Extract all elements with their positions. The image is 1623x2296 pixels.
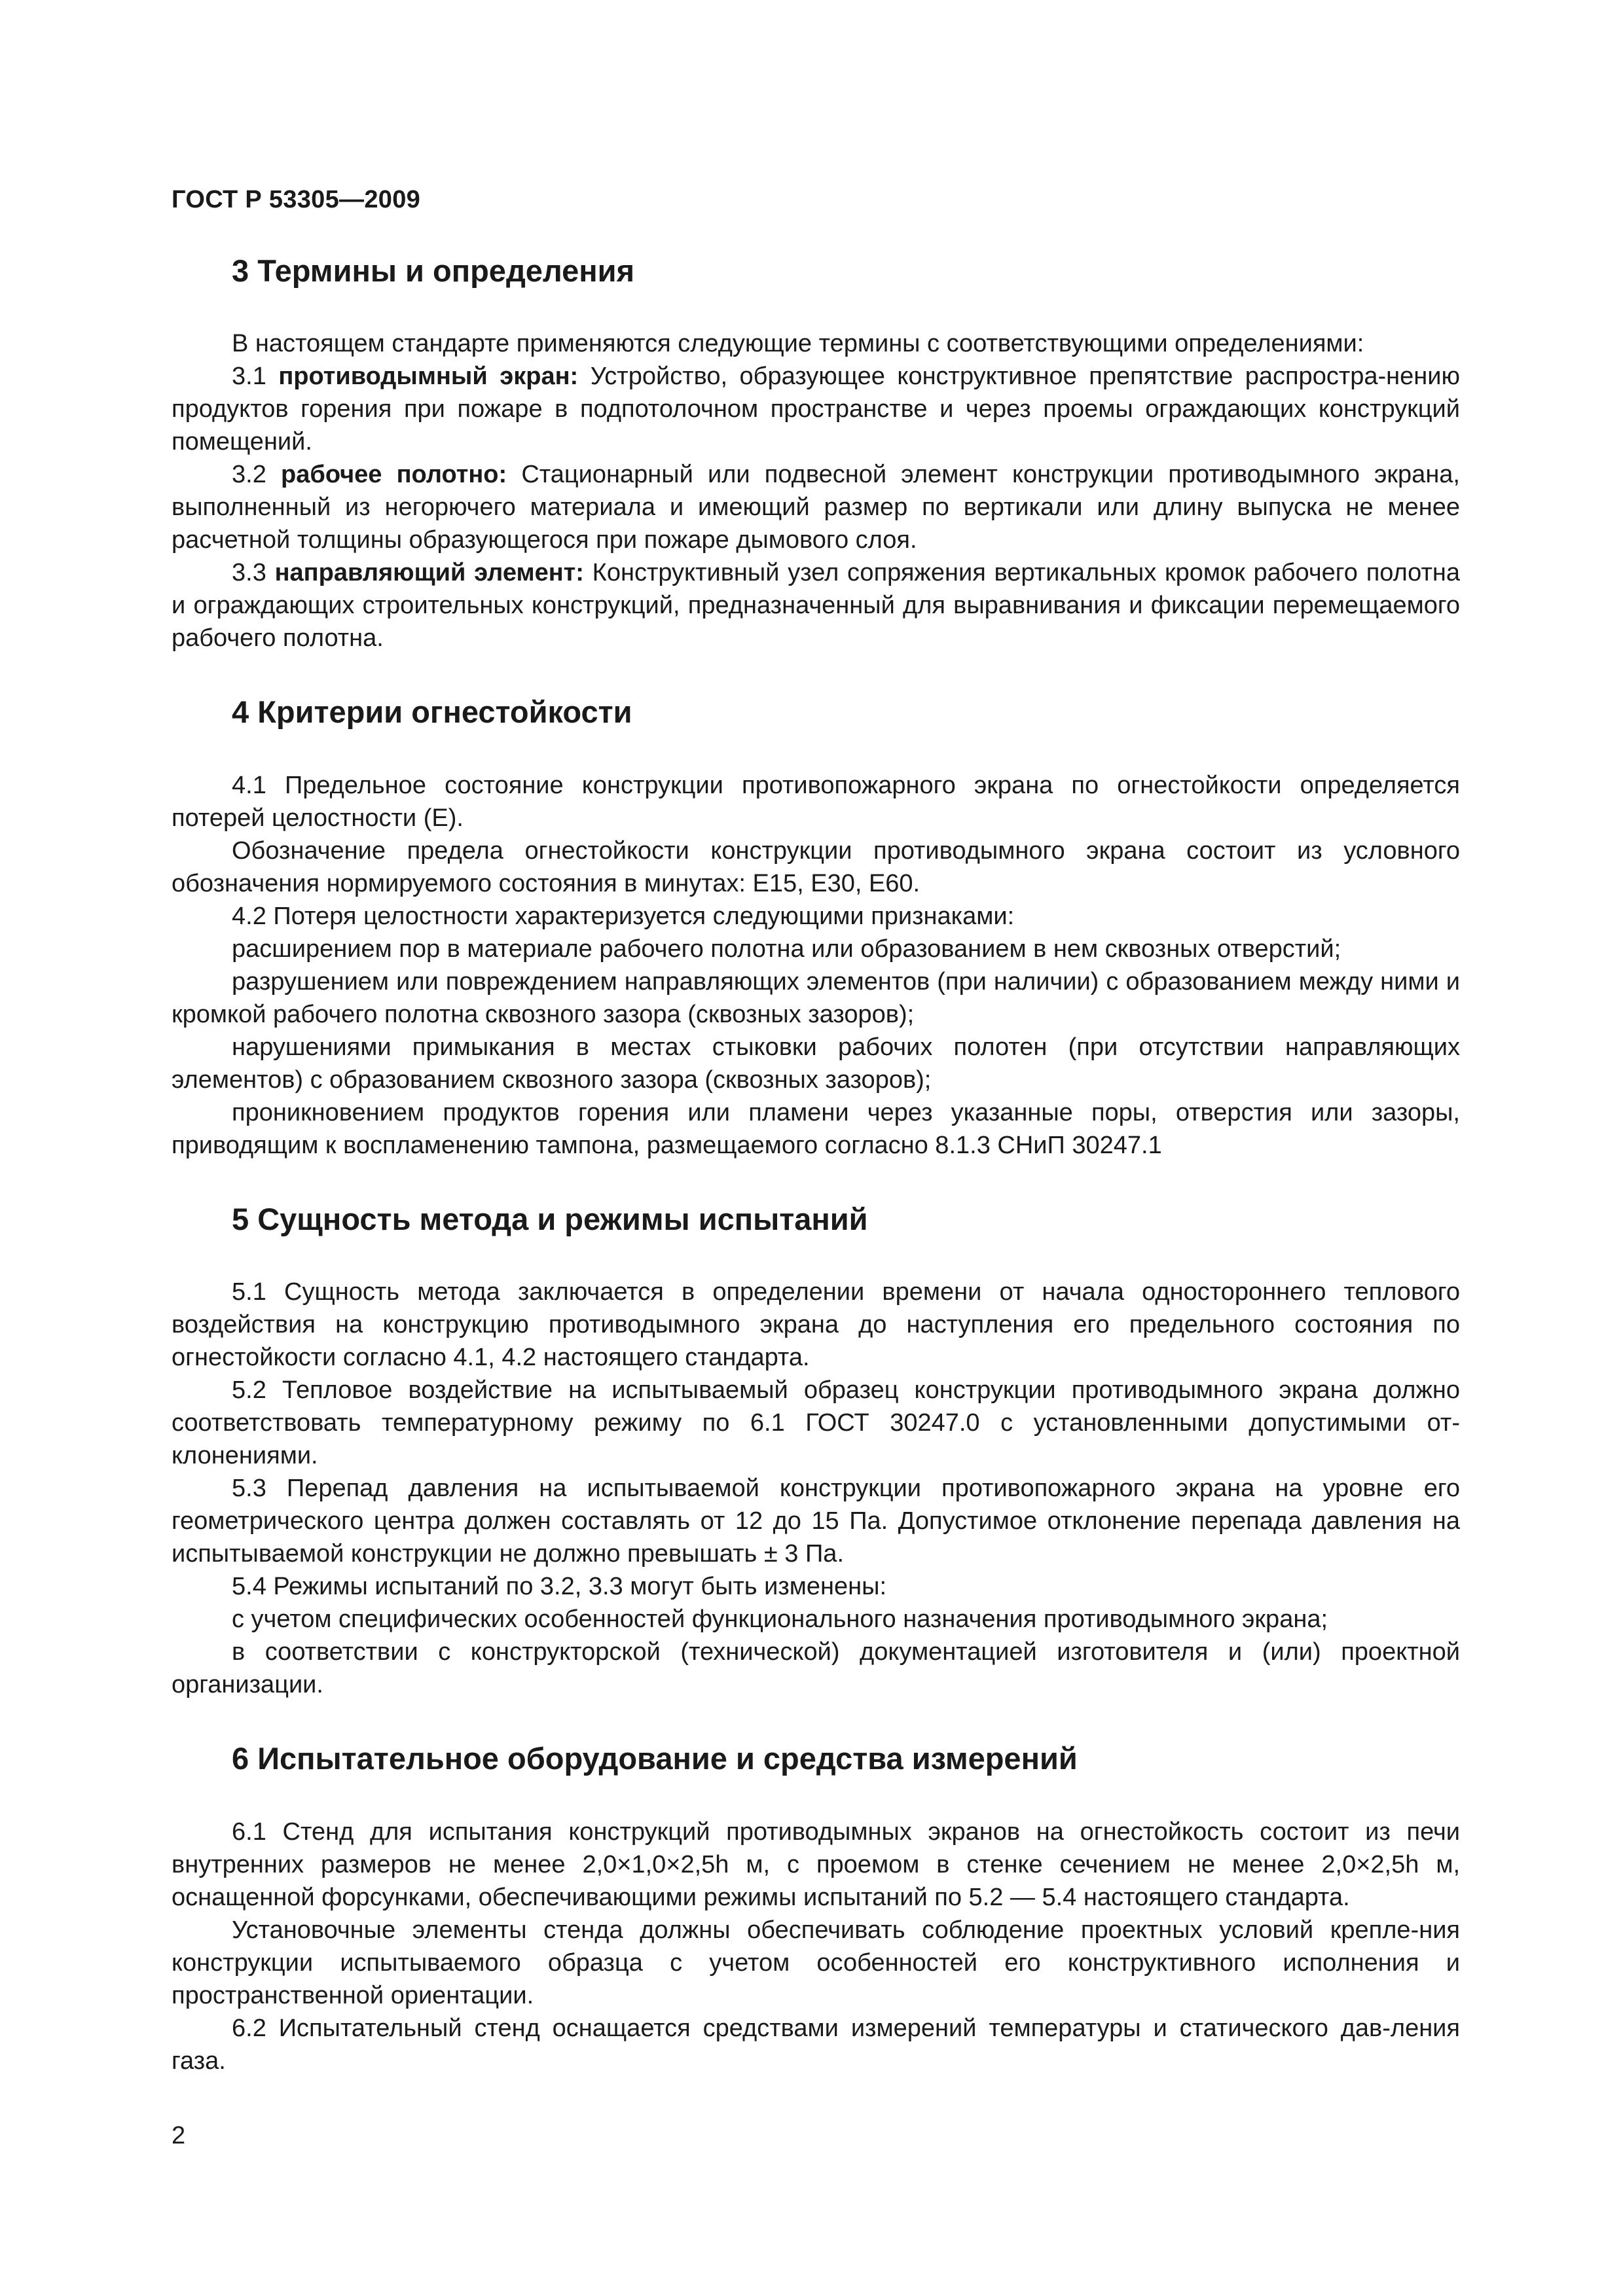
page-number: 2 bbox=[172, 2122, 186, 2149]
document-body bbox=[172, 253, 1460, 2077]
paragraph: 5.4 Режимы испытаний по 3.2, 3.3 могут быть изменены: bbox=[232, 1573, 887, 1601]
section-test-equipment bbox=[172, 1740, 1460, 2077]
paragraph: 5.1 Сущность метода заключается в определении времени от начала одностороннего теплового воздействия на конструкцию противодымного экрана до наступления его предельного состояния по огнестойкости согласно 4.1, 4.2 настоящего стандарта. bbox=[172, 1278, 1460, 1372]
term-number: 3.2 bbox=[232, 461, 282, 489]
term-number: 3.1 bbox=[232, 363, 279, 391]
term-text: Стационарный или подвесной элемент конструкции противодымного экрана, выполненный из негорючего материала и имеющий размер по вертикали или длину выпуска не менее расчетной толщины образующегося при пожаре дымового слоя. bbox=[172, 461, 1460, 554]
paragraph: 4.2 Потеря целостности характеризуется следующими признаками: bbox=[232, 902, 1015, 930]
paragraph: 5.3 Перепад давления на испытываемой конструкции противопожарного экрана на уровне его геометрического центра должен составлять от 12 до 15 Па. Допустимое отклонение перепада давления на испытываемой конструкции не должно превышать ± 3 Па. bbox=[172, 1475, 1460, 1568]
paragraph: Установочные элементы стенда должны обеспечивать соблюдение проектных условий крепле-ния конструкции испытываемого образца с учетом особенностей его конструктивного исполнения и пространственной ориентации. bbox=[172, 1916, 1460, 2009]
term-name: направляющий элемент: bbox=[274, 559, 584, 587]
section-title: 4 Критерии огнестойкости bbox=[232, 694, 632, 730]
paragraph: нарушениями примыкания в местах стыковки рабочих полотен (при отсутствии направляющих элементов) с образованием сквозного зазора (сквозных зазоров); bbox=[172, 1033, 1460, 1094]
term-name: противодымный экран: bbox=[278, 363, 579, 391]
section-title: 3 Термины и определения bbox=[232, 253, 634, 288]
term-definition bbox=[172, 360, 1460, 458]
section-fire-resistance-criteria bbox=[172, 694, 1460, 1161]
paragraph: Обозначение предела огнестойкости конструкции противодымного экрана состоит из условного обозначения нормируемого состояния в минутах: Е15, Е30, Е60. bbox=[172, 836, 1460, 897]
paragraph: расширением пор в материале рабочего полотна или образованием в нем сквозных отверстий; bbox=[232, 935, 1341, 963]
paragraph bbox=[172, 327, 1460, 360]
term-text: Конструктивный узел сопряжения вертикальных кромок рабочего полотна и ограждающих строительных конструкций, предназначенный для выравнивания и фиксации перемещаемого рабочего полотна. bbox=[172, 559, 1460, 653]
term-text: Устройство, образующее конструктивное препятствие распростра-нению продуктов горения при пожаре в подпотолочном пространстве и через проемы ограждающих конструкций помещений. bbox=[172, 363, 1460, 456]
paragraph-text: В настоящем стандарте применяются следующие термины с соответствующими определениями: bbox=[232, 330, 1364, 358]
paragraph: разрушением или повреждением направляющих элементов (при наличии) с образованием между ними и кромкой рабочего полотна сквозного зазора (сквозных зазоров); bbox=[172, 967, 1460, 1028]
section-method-and-modes bbox=[172, 1201, 1460, 1701]
standard-code-header: ГОСТ Р 53305—2009 bbox=[172, 186, 421, 213]
section-terms bbox=[172, 253, 1460, 655]
paragraph: 5.2 Тепловое воздействие на испытываемый образец конструкции противодымного экрана должно соответствовать температурному режиму по 6.1 ГОСТ 30247.0 с установленными допустимыми от-клонениями. bbox=[172, 1376, 1460, 1470]
term-number: 3.3 bbox=[232, 559, 275, 587]
term-definition bbox=[172, 458, 1460, 556]
paragraph: проникновением продуктов горения или пламени через указанные поры, отверстия или зазоры, приводящим к воспламенению тампона, размещаемого согласно 8.1.3 СНиП 30247.1 bbox=[172, 1098, 1460, 1159]
section-title: 5 Сущность метода и режимы испытаний bbox=[232, 1201, 868, 1236]
paragraph: 4.1 Предельное состояние конструкции противопожарного экрана по огнестойкости определяется потерей целостности (Е). bbox=[172, 771, 1460, 832]
term-name: рабочее полотно: bbox=[281, 461, 507, 489]
section-title: 6 Испытательное оборудование и средства измерений bbox=[232, 1741, 1078, 1776]
paragraph: 6.1 Стенд для испытания конструкций противодымных экранов на огнестойкость состоит из печи внутренних размеров не менее 2,0×1,0×2,5h м, с проемом в стенке сечением не менее 2,0×2,5h м, оснащенной форсунками, обеспечивающими режимы испытаний по 5.2 — 5.4 настоящего стандарта. bbox=[172, 1818, 1460, 1911]
paragraph: в соответствии с конструкторской (технической) документацией изготовителя и (или) проектной организации. bbox=[172, 1638, 1460, 1699]
paragraph: с учетом специфических особенностей функционального назначения противодымного экрана; bbox=[232, 1605, 1328, 1634]
paragraph: 6.2 Испытательный стенд оснащается средствами измерений температуры и статического дав-ления газа. bbox=[172, 2014, 1460, 2075]
term-definition bbox=[172, 556, 1460, 655]
